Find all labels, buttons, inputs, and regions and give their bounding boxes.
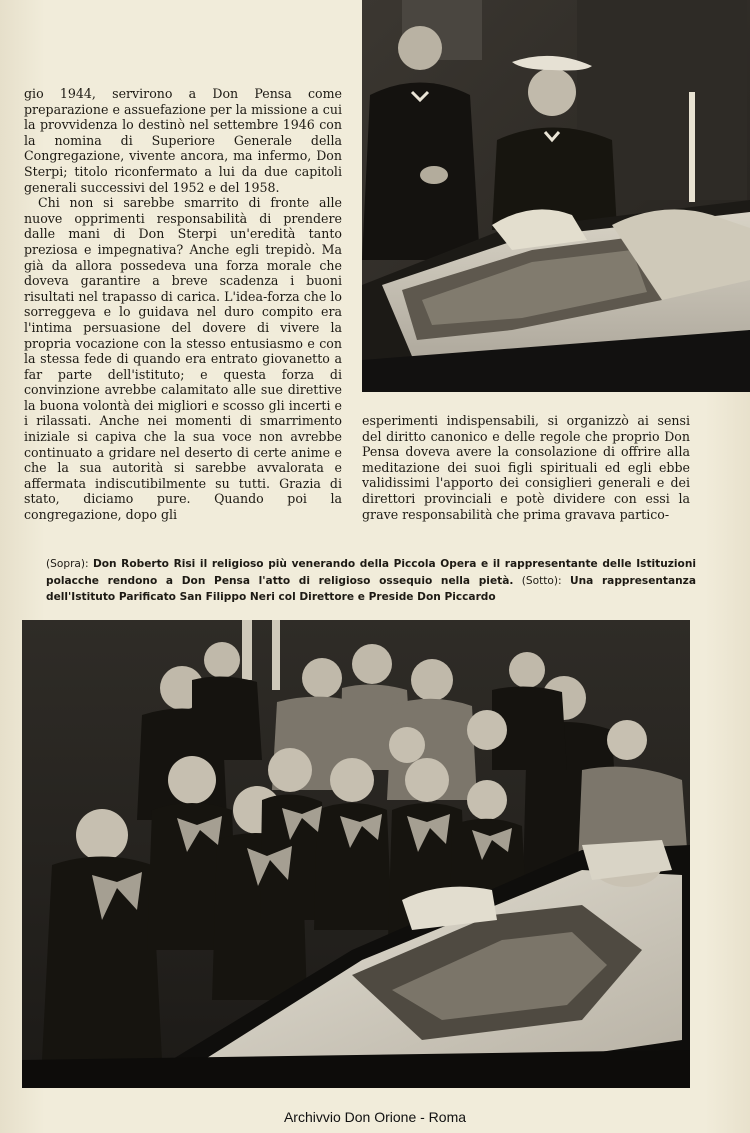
top-photograph (362, 0, 750, 392)
left-text-column (24, 86, 342, 523)
archive-footer: Archivvio Don Orione - Roma (283, 1109, 467, 1125)
caption-text-top: Don Roberto Risi il religioso più venerando della Piccola Opera e il rappresentante delle Istituzioni polacche rendono a Don Pensa l'atto di religioso ossequio nella pietà. (46, 558, 696, 587)
right-text-column (362, 413, 690, 522)
article-paragraph: esperimenti indispensabili, si organizzò ai sensi del diritto canonico e delle regole che proprio Don Pensa doveva avere la consolazione di offrire alla meditazione dei suoi figli spirituali ed egli ebbe validissimi l'apporto dei consiglieri generali e dei direttori provinciali e potè dividere con essi la grave responsabilità che prima gravava partico- (362, 413, 690, 522)
bottom-photo-image (22, 620, 690, 1088)
caption-label-bottom: (Sotto): (521, 574, 562, 587)
caption-label-top: (Sopra): (46, 558, 89, 570)
bottom-photograph (22, 620, 690, 1088)
top-photo-image (362, 0, 750, 392)
photo-caption (46, 556, 696, 606)
article-paragraph: Chi non si sarebbe smarrito di fronte alle nuove opprimenti responsabilità di prendere dalle mani di Don Sterpi un'eredità tanto preziosa e impegnativa? Anche egli trepidò. Ma già da allora possedeva una forza morale che doveva garantire a breve scadenza i buoni risultati nel trapasso di carica. L'idea-forza che lo sorreggeva e lo guidava nel duro compito era l'intima persuasione del dovere di vivere la propria vocazione con la stesso entusiasmo e con la stessa fede di quando era entrato giovanetto a far parte dell'istituto; e questa forza di convinzione avrebbe calamitato alle sue direttive la buona volontà dei migliori e scosso gli incerti e i rilassati. Anche nei momenti di smarrimento iniziale si capiva che la sua voce non avrebbe continuato a gridare nel deserto di certe anime e che la sua autorità si sarebbe avvalorata e affermata indiscutibilmente su tutti. Grazia di stato, diciamo pure. Quando poi la congregazione, dopo gli (24, 195, 342, 523)
caption-text-bottom: Una rappresentanza dell'Istituto Parificato San Filippo Neri col Direttore e Preside Don Piccardo (46, 574, 696, 603)
article-paragraph: gio 1944, servirono a Don Pensa come preparazione e assuefazione per la missione a cui la provvidenza lo destinò nel settembre 1946 con la nomina di Superiore Generale della Congregazione, vivente ancora, ma infermo, Don Sterpi; titolo riconfermato a lui da due capitoli generali successivi del 1952 e del 1958. (24, 86, 342, 195)
